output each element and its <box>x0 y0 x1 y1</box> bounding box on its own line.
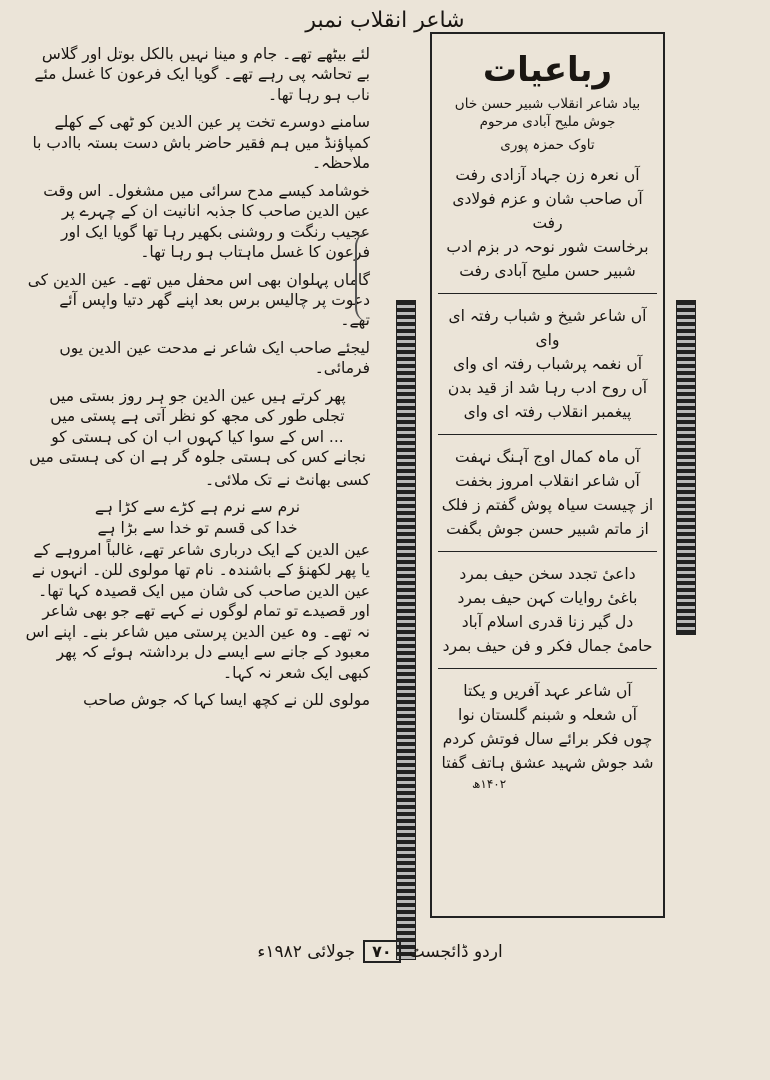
quatrain-line: آں نعرہ زن جہاد آزادی رفت <box>455 165 640 184</box>
footer-journal: اردو ڈائجسٹ <box>408 941 503 962</box>
paragraph-1: لئے بیٹھے تھے۔ جام و مینا نہیں بالکل بوتل اور گلاس بے تحاشہ پی رہے تھے۔ گویا ایک فرعون کا غسل مئے ناب ہو رہا تھا۔ <box>34 45 370 104</box>
verse-line: نرم سے نرم ہے کڑے سے کڑا ہے <box>94 498 301 517</box>
page-footer <box>210 940 550 963</box>
rubaiyat-title: رباعیات <box>482 50 613 90</box>
paragraph-4: گاماں پہلوان بھی اس محفل میں تھے۔ عین الدین کی دعوت پر چالیس برس بعد اپنے گھر دتیا واپس آئے تھے۔ <box>27 270 370 330</box>
rubaiyat-box <box>430 32 665 918</box>
paragraph-3: خوشامد کیسے مدح سرائی میں مشغول۔ اس وقت عین الدین صاحب کا جذبہ انانیت ان کے چہرے پر عجیب رنگت و روشنی بکھیر رہا تھا گویا ایک اور فرعون کا غسل ماہتاب ہو رہا تھا۔ <box>43 181 370 262</box>
ornamental-border-left <box>396 300 416 960</box>
verse-line: تجلی طور کی مجھ کو نظر آتی ہے پستی میں <box>50 407 345 426</box>
quatrain-line: آں شاعر شیخ و شباب رفتہ ای وای <box>448 306 647 349</box>
verse-block-2 <box>25 497 370 538</box>
quatrain-line: پیغمبر انقلاب رفتہ ای وای <box>463 402 632 421</box>
paragraph-5: لیجئے صاحب ایک شاعر نے مدحت عین الدین یوں فرمائی۔ <box>59 338 370 378</box>
paragraph-2: سامنے دوسرے تخت پر عین الدین کو ٹھی کے کھلے کمپاؤنڈ میں ہم فقیر حاضر باش دست بستہ باادب با ملاحظہ۔ <box>32 113 370 173</box>
paragraph-7: مولوی للن نے کچھ ایسا کہا کہ جوش صاحب <box>83 691 370 710</box>
ornamental-border-right <box>676 300 696 635</box>
quatrain-line: از چیست سیاہ پوش گفتم ز فلک <box>441 495 654 514</box>
quatrain-line: باغیٔ روایات کہن حیف بمرد <box>457 588 638 607</box>
article-column <box>25 44 370 904</box>
divider <box>438 551 657 552</box>
quatrain-3 <box>432 445 663 541</box>
quatrain-line: آں ماہ کمال اوج آہنگ نہفت <box>455 447 640 466</box>
quatrain-line: شبیر حسن ملیح آبادی رفت <box>459 261 636 280</box>
quatrain-line: آں شاعر انقلاب امروز بخفت <box>455 471 640 490</box>
verse-line: ... اس کے سوا کیا کہوں اب ان کی ہستی کو <box>51 427 344 446</box>
rubaiyat-author: تاوک حمزہ پوری <box>500 137 595 154</box>
quatrain-line: آں نغمہ پرشباب رفتہ ای وای <box>452 354 643 373</box>
quatrain-line: از ماتم شبیر حسن جوش بگفت <box>446 519 649 538</box>
verse-line: نجانے کس کی ہستی جلوہ گر ہے ان کی ہستی میں <box>29 448 366 467</box>
verse-line: پھر کرتے ہیں عین الدین جو ہر روز بستی میں <box>49 386 346 405</box>
divider <box>438 293 657 294</box>
divider <box>438 434 657 435</box>
quatrain-line: داعیٔ تجدد سخن حیف بمرد <box>459 564 636 583</box>
quatrain-line: حامیٔ جمال فکر و فن حیف بمرد <box>442 636 653 655</box>
page-header-title: شاعر انقلاب نمبر <box>305 8 465 33</box>
verse-note: کسی بھانٹ نے تک ملائی۔ <box>205 470 370 489</box>
quatrain-line: شد جوش شہید عشق ہاتف گفتا <box>441 753 654 772</box>
quatrain-4 <box>432 562 663 658</box>
quatrain-line: چوں فکر برائے سال فوتش کردم <box>442 729 653 748</box>
quatrain-5 <box>432 679 663 775</box>
year-mark: ۱۴۰۲ھ <box>472 776 507 791</box>
rubaiyat-subtitle: بیاد شاعر انقلاب شبیر حسن خاں جوش ملیح آبادی مرحوم <box>454 96 641 130</box>
quatrain-1 <box>432 163 663 283</box>
quatrain-line: آں شعلہ و شبنم گلستان نوا <box>458 705 637 724</box>
footer-date: جولائی ۱۹۸۲ء <box>257 941 356 962</box>
divider <box>438 668 657 669</box>
verse-line: خدا کی قسم تو خدا سے بڑا ہے <box>97 518 298 537</box>
quatrain-line: آں روح ادب رہا شد از قید بدن <box>447 378 648 397</box>
margin-brace-mark <box>355 232 371 322</box>
paragraph-6: عین الدین کے ایک درباری شاعر تھے، غالباً امروہے کے یا پھر لکھنؤ کے باشندہ۔ نام تھا مولوی للن۔ انہوں نے عین الدین صاحب کی شان میں ایک قصیدہ کہا تھا۔ اور قصیدے تو تمام لوگوں نے کہے تھے جو بھی شاعر نہ تھے۔ وہ عین الدین پرستی میں شاعر بنے۔ اپنے اس معبود کے جانے سے ایسے دل برداشتہ ہوئے کہ پھر کبھی ایک شعر نہ کہا۔ <box>25 540 370 682</box>
quatrain-line: آں صاحب شان و عزم فولادی رفت <box>452 189 643 232</box>
quatrain-line: دل گیر زنا قدری اسلام آباد <box>461 612 634 631</box>
quatrain-line: برخاست شور نوحہ در بزم ادب <box>446 237 649 256</box>
footer-page-number: ۷۰ <box>363 940 401 963</box>
quatrain-line: آں شاعر عہد آفریں و یکتا <box>463 681 632 700</box>
quatrain-2 <box>432 304 663 424</box>
verse-block-1 <box>25 386 370 468</box>
